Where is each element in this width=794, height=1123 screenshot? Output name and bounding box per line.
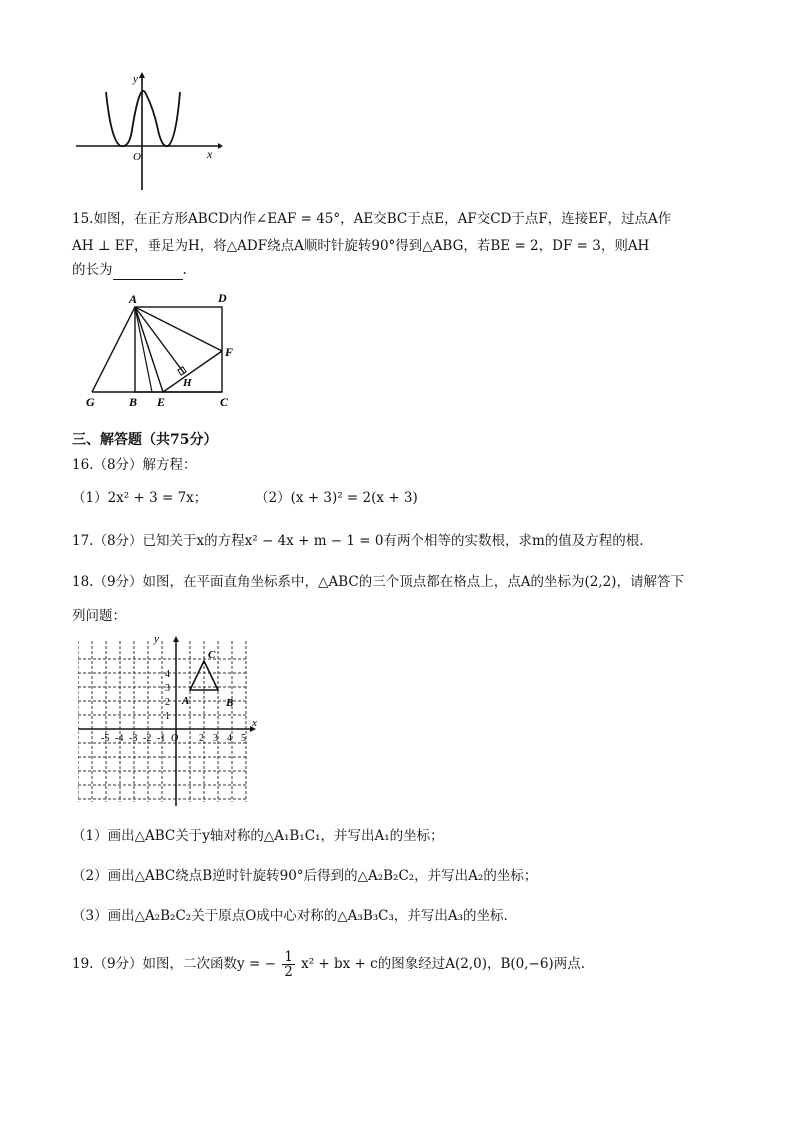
q15-line2: AH ⊥ EF，垂足为H，将△ADF绕点A顺时针旋转90°得到△ABG，若BE = 2，DF = 3，则AH [72, 238, 650, 254]
x-tick-label: -2 [143, 733, 152, 744]
q15-line1: 15.如图，在正方形ABCD内作∠EAF = 45°，AE交BC于点E，AF交CD于点F，连接EF，过点A作 [72, 211, 672, 227]
y-axis-label: y [133, 73, 138, 85]
q17-text: 17.（8分）已知关于x的方程x² − 4x + m − 1 = 0有两个相等的实数根，求m的值及方程的根. [72, 533, 644, 549]
x-tick-label: -5 [101, 733, 110, 744]
x-tick-label: 4 [227, 733, 232, 744]
x-tick-label: -1 [157, 733, 166, 744]
q16-part2: （2）(x + 3)² = 2(x + 3) [255, 490, 418, 506]
axis-x-label: x [252, 717, 257, 729]
q15-line3 [72, 260, 187, 280]
y-tick-label: 1 [165, 711, 170, 722]
label-G: G [86, 395, 95, 409]
q19-frac-den: 2 [284, 964, 293, 980]
label-H: H [183, 377, 192, 389]
point-A-label: A [182, 695, 190, 707]
x-tick-label: 2 [199, 733, 204, 744]
label-D: D [218, 291, 227, 305]
section-title: 三、解答题（共75分） [72, 432, 218, 448]
q19-prefix: 19.（9分）如图，二次函数y = − [72, 956, 276, 972]
x-tick-label: O [171, 733, 179, 744]
q16-stem: 16.（8分）解方程： [72, 457, 197, 473]
y-tick-label: 3 [165, 683, 170, 694]
label-A: A [129, 292, 138, 306]
answer-blank [113, 265, 183, 280]
q18-part1: （1）画出△ABC关于y轴对称的△A₁B₁C₁，并写出A₁的坐标； [72, 828, 444, 844]
q19-frac-num: 1 [284, 949, 293, 965]
x-tick-label: 5 [241, 733, 246, 744]
x-tick-label: -4 [115, 733, 124, 744]
q18-line1: 18.（9分）如图，在平面直角坐标系中，△ABC的三个顶点都在格点上，点A的坐标为(2,2)，请解答下 [72, 574, 684, 590]
q15-period: . [182, 262, 187, 278]
q18-part2: （2）画出△ABC绕点B逆时针旋转90°后得到的△A₂B₂C₂，并写出A₂的坐标； [72, 868, 538, 884]
y-tick-label: 4 [165, 669, 170, 680]
axis-y-label: y [154, 636, 159, 645]
q19-line [72, 950, 585, 979]
point-C-label: C [208, 649, 216, 661]
label-C: C [220, 395, 229, 409]
origin-label: O [133, 151, 141, 163]
q18-part3: （3）画出△A₂B₂C₂关于原点O成中心对称的△A₃B₃C₃，并写出A₃的坐标. [72, 908, 508, 924]
q16-part1: （1）2x² + 3 = 7x； [72, 490, 208, 506]
y-tick-label: 2 [165, 697, 170, 708]
label-E: E [157, 395, 166, 409]
x-tick-label: 3 [213, 733, 218, 744]
coordinate-grid-figure [78, 636, 263, 811]
label-F: F [225, 345, 234, 359]
square-figure [75, 285, 250, 410]
label-B: B [129, 395, 138, 409]
q18-line2: 列问题： [72, 608, 126, 624]
q19-suffix: x² + bx + c的图象经过A(2,0)，B(0,−6)两点. [301, 956, 585, 972]
x-axis-label: x [207, 147, 213, 161]
point-B-label: B [226, 697, 234, 709]
q19-fraction [282, 950, 295, 979]
parabola-figure [70, 70, 230, 195]
x-tick-label: -3 [129, 733, 138, 744]
q15-line3-text: 的长为 [72, 262, 113, 278]
